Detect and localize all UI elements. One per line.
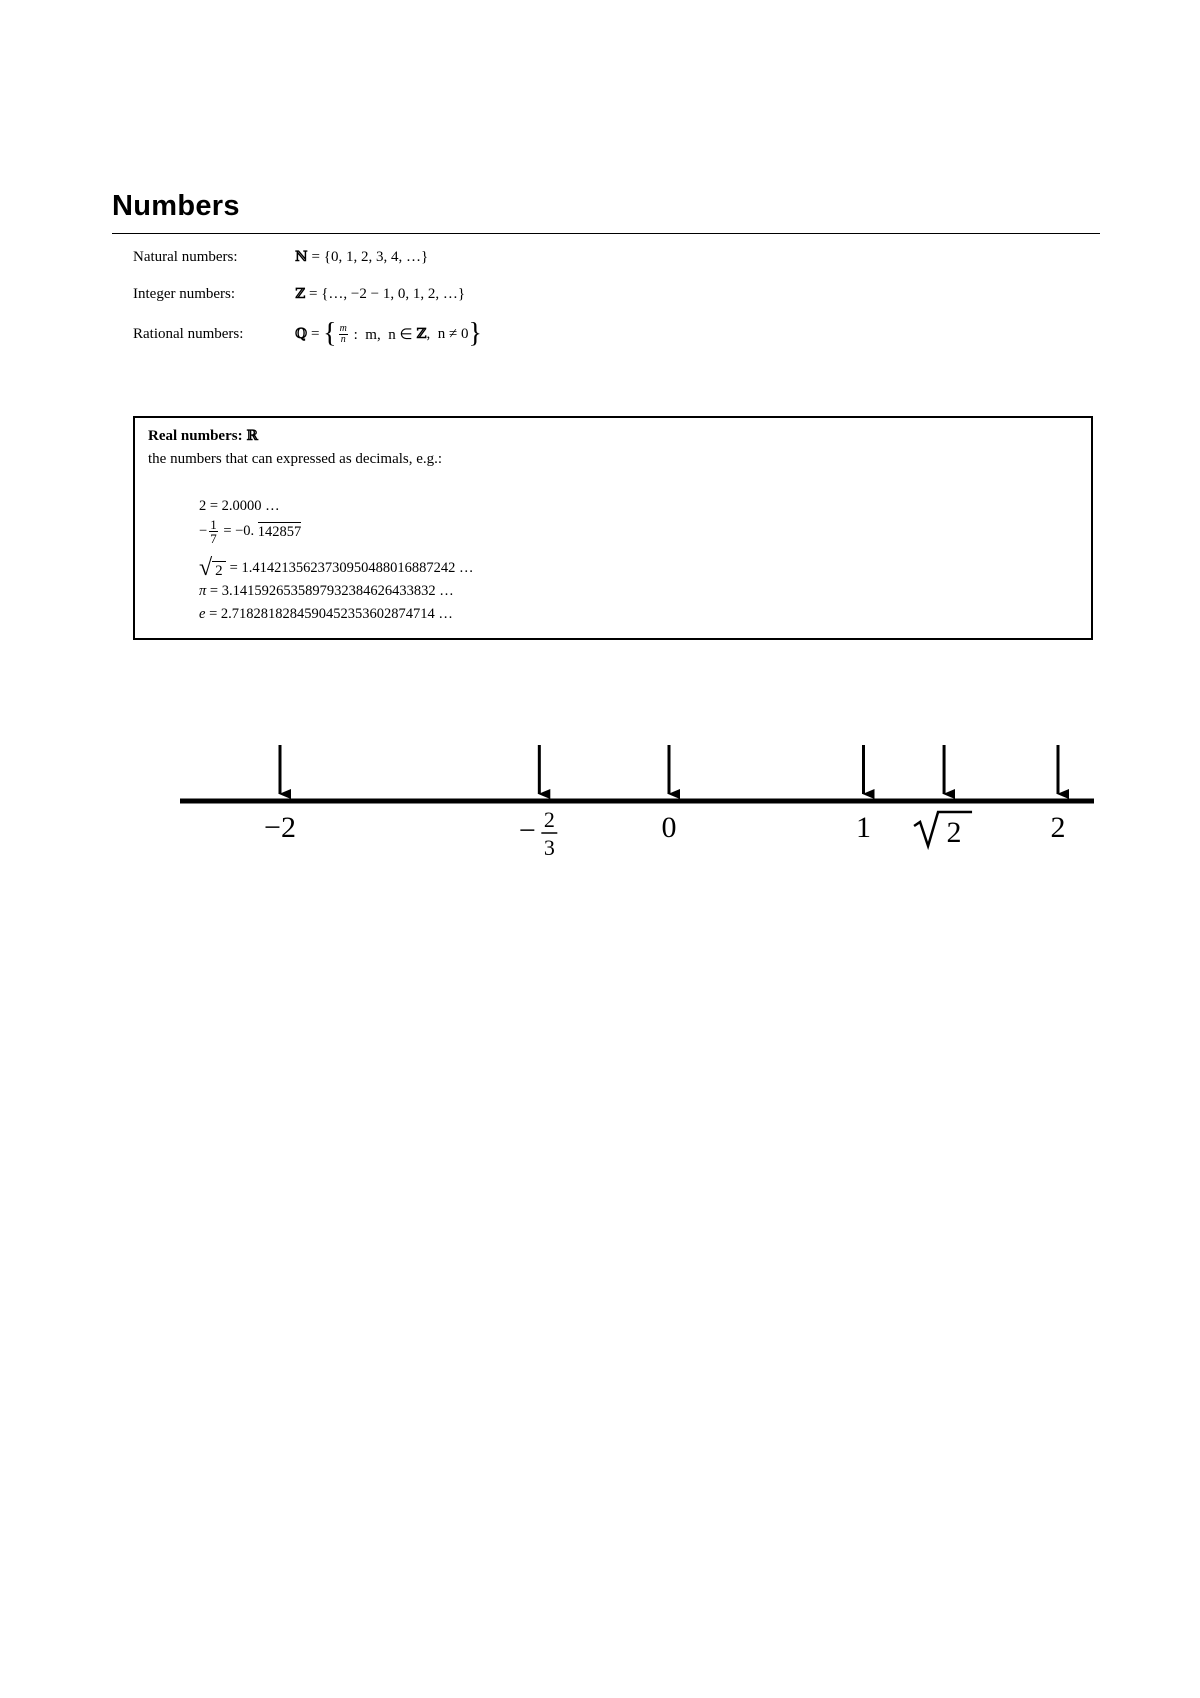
example-two: 2 = 2.0000 … xyxy=(199,498,280,514)
rational-numbers-label: Rational numbers: xyxy=(133,325,244,342)
rational-nonzero: , n ≠ 0 xyxy=(426,325,469,342)
seventh-numerator: 1 xyxy=(210,517,217,532)
number-line-radical-icon xyxy=(914,812,972,846)
fraction-numerator: m xyxy=(339,322,347,334)
integer-numbers-row xyxy=(133,286,465,303)
integer-symbol: ℤ xyxy=(295,286,306,302)
natural-symbol: ℕ xyxy=(295,249,308,265)
title-rule xyxy=(112,233,1100,234)
rational-symbol: ℚ xyxy=(295,326,308,342)
rational-numbers-row xyxy=(133,320,482,348)
number-line-label: 0 xyxy=(661,811,677,844)
real-title-text: Real numbers xyxy=(148,428,238,444)
number-line-label-sqrt-argument: 2 xyxy=(946,816,962,849)
page-title: Numbers xyxy=(112,190,240,222)
real-numbers-title xyxy=(148,428,258,445)
pi-value: = 3.1415926535897932384626433832 … xyxy=(206,583,454,599)
radical-icon: √ xyxy=(199,555,213,581)
seventh-equals: = −0. xyxy=(219,523,258,539)
number-line xyxy=(0,730,1200,880)
left-brace: { xyxy=(323,318,337,349)
real-numbers-description: the numbers that can expressed as decimals, e.g.: xyxy=(148,451,443,467)
rational-numbers-definition: ℚ = { $\frac{m}{n}$ : m, n ∈ ℤ , n ≠ 0 } xyxy=(295,318,482,349)
number-line-label-denominator: 3 xyxy=(543,835,555,860)
seventh-minus: − xyxy=(199,523,208,539)
fraction-denominator: n xyxy=(340,333,346,345)
integer-numbers-label: Integer numbers: xyxy=(133,286,236,302)
natural-numbers-definition xyxy=(295,249,428,266)
seventh-fraction xyxy=(209,518,218,545)
real-numbers-box xyxy=(133,416,1093,640)
real-title-sep: : xyxy=(237,428,247,444)
rational-integer-symbol: ℤ xyxy=(416,326,427,342)
example-pi xyxy=(199,583,454,600)
rational-condition: : m, n ∈ xyxy=(349,326,417,343)
seventh-repeating-digits: 142857 xyxy=(257,524,302,540)
sqrt-argument: 2 xyxy=(212,561,226,580)
number-line-label-sign: − xyxy=(518,814,536,847)
number-line-label-numerator: 2 xyxy=(543,807,555,832)
natural-numbers-label: Natural numbers: xyxy=(133,249,238,265)
e-value: = 2.7182818284590452353602874714 … xyxy=(205,606,453,622)
natural-set: = {0, 1, 2, 3, 4, …} xyxy=(307,249,429,265)
pi-symbol: π xyxy=(199,583,207,599)
seventh-denominator: 7 xyxy=(210,531,217,546)
real-symbol: ℝ xyxy=(246,428,258,444)
number-line-label: 2 xyxy=(1050,811,1066,844)
integer-set: = {…, −2 − 1, 0, 1, 2, …} xyxy=(305,286,466,302)
e-symbol: e xyxy=(199,606,206,622)
rational-fraction xyxy=(339,324,348,345)
integer-numbers-definition xyxy=(295,286,465,303)
sqrt-symbol xyxy=(199,556,226,580)
number-line-label: 1 xyxy=(856,811,871,844)
right-brace: } xyxy=(468,318,482,349)
example-e xyxy=(199,606,453,623)
example-sqrt-two xyxy=(199,556,473,580)
number-line-label: −2 xyxy=(264,811,296,844)
natural-numbers-row xyxy=(133,249,428,266)
example-one-seventh xyxy=(199,518,301,545)
sqrt-two-value: = 1.4142135623730950488016887242 … xyxy=(229,559,474,576)
